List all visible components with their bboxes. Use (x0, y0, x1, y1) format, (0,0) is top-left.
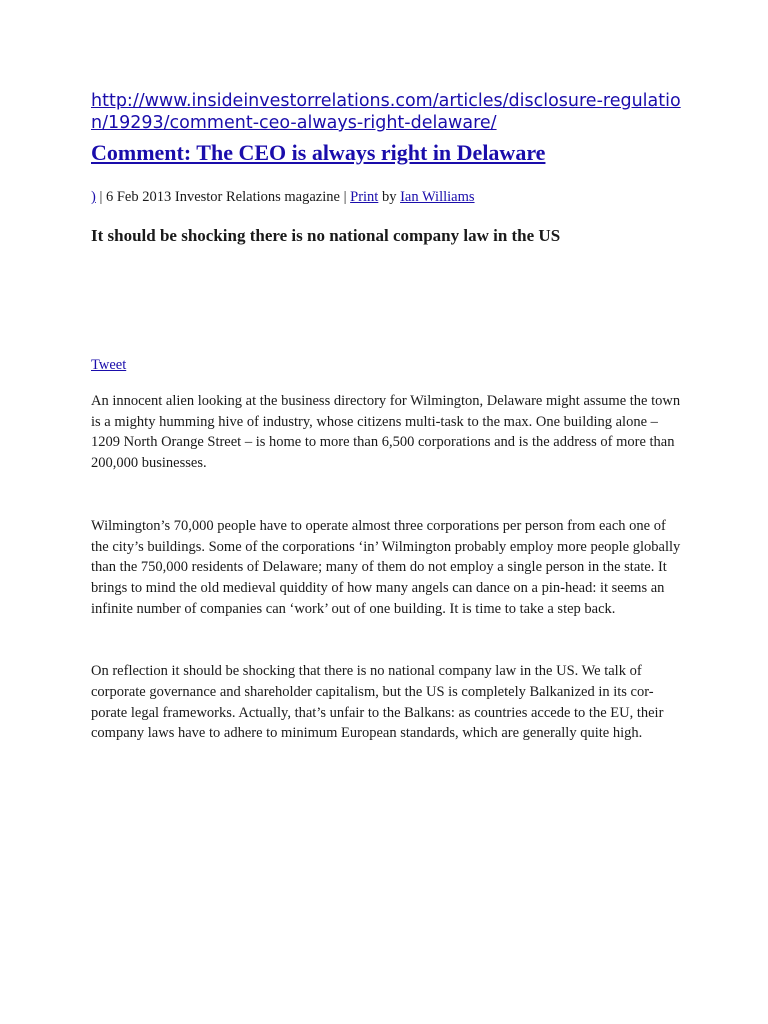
article-title-link[interactable]: Comment: The CEO is always right in Delaware (91, 140, 546, 165)
author-link[interactable]: Ian Williams (400, 189, 475, 205)
print-link[interactable]: Print (350, 189, 379, 205)
source-url-link[interactable]: http://www.insideinvestorrelations.com/articles/disclosure-regulation/19293/comment-ceo-always-right-delaware/ (91, 91, 681, 133)
paragraph-3: On reflection it should be shocking that there is no national company law in the US. We talk of corporate governance and shareholder capitalism, but the US is completely Balkanized in its cor-porate legal frameworks. Actually, that’s unfair to the Balkans: as countries accede to the EU, their company laws have to adhere to minimum European standards, which are generally quite high. (91, 663, 664, 742)
meta-fragment-link[interactable]: ) (91, 189, 96, 205)
article (91, 90, 681, 744)
article-meta (91, 188, 681, 206)
paragraph-2: Wilmington’s 70,000 people have to operate almost three corporations per person from each one of the city’s buildings. Some of the corporations ‘in’ Wilmington probably employ more people globally than the 750,000 residents of Delaware; many of them do not employ a single person in the state. It brings to mind the old medieval quiddity of how many angels can dance on a pin-head: it seems an infinite number of companies can ‘work’ out of one building. It is time to take a step back. (91, 517, 681, 617)
article-subheading: It should be shocking there is no national company law in the US (91, 226, 561, 245)
meta-date-source: | 6 Feb 2013 Investor Relations magazine | (95, 189, 351, 205)
tweet-link[interactable]: Tweet (91, 357, 127, 373)
meta-by: by (378, 189, 401, 205)
paragraph-1: An innocent alien looking at the business directory for Wilmington, Delaware might assume the town is a mighty humming hive of industry, whose citizens multi-task to the max. One building alone – 1209 North Orange Street – is home to more than 6,500 corporations and is the address of more than 200,000 businesses. (91, 393, 681, 472)
